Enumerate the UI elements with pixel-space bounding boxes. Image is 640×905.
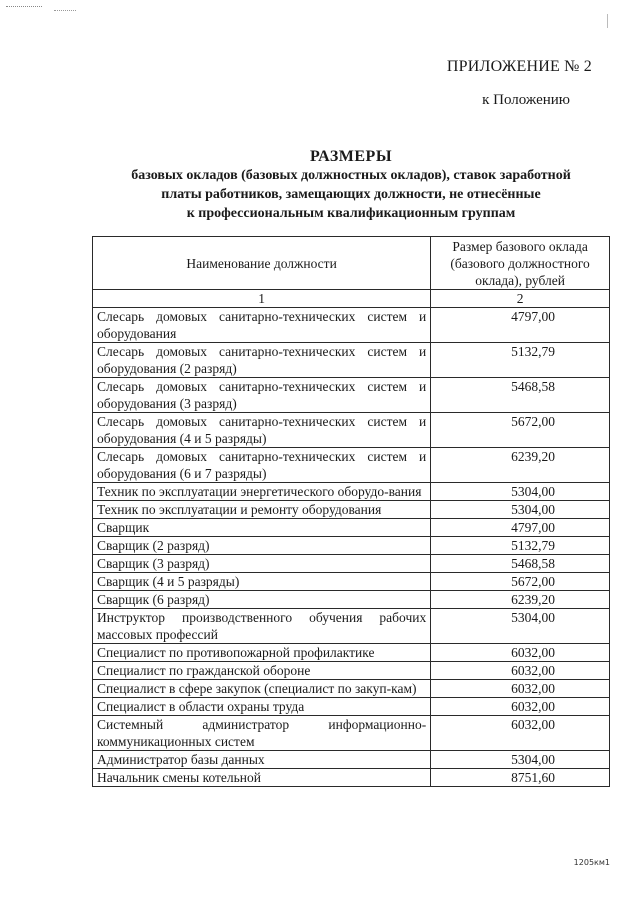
salary-value: 5304,00 <box>431 501 610 519</box>
salary-value: 5304,00 <box>431 609 610 644</box>
table-row <box>93 519 610 537</box>
column-number-row <box>93 290 610 308</box>
position-name: Сварщик (6 разряд) <box>93 591 431 609</box>
subtitle-line: платы работников, замещающих должности, не отнесённые <box>161 187 541 202</box>
table-row <box>93 769 610 787</box>
salary-value: 5468,58 <box>431 555 610 573</box>
salary-value: 6032,00 <box>431 644 610 662</box>
subtitle-line: к профессиональным квалификационным группам <box>186 206 516 221</box>
table-header-row <box>93 237 610 290</box>
salary-value: 4797,00 <box>431 308 610 343</box>
table-row <box>93 751 610 769</box>
table-row <box>93 483 610 501</box>
position-name: Слесарь домовых санитарно-технических систем и оборудования (4 и 5 разряды) <box>93 413 431 448</box>
salary-value: 6032,00 <box>431 662 610 680</box>
salary-value: 6032,00 <box>431 716 610 751</box>
salary-value: 5468,58 <box>431 378 610 413</box>
table-row <box>93 644 610 662</box>
position-name: Техник по эксплуатации энергетического оборудо-вания <box>93 483 431 501</box>
table-row <box>93 343 610 378</box>
salary-value: 5132,79 <box>431 343 610 378</box>
salary-value: 5672,00 <box>431 573 610 591</box>
position-name: Слесарь домовых санитарно-технических систем и оборудования (3 разряд) <box>93 378 431 413</box>
header-salary-size: Размер базового оклада (базового должностного оклада), рублей <box>431 237 610 290</box>
table-row <box>93 698 610 716</box>
salary-value: 5672,00 <box>431 413 610 448</box>
appendix-number: ПРИЛОЖЕНИЕ № 2 <box>446 58 592 75</box>
position-name: Слесарь домовых санитарно-технических систем и оборудования <box>93 308 431 343</box>
position-name: Сварщик (4 и 5 разряды) <box>93 573 431 591</box>
position-name: Специалист по гражданской обороне <box>93 662 431 680</box>
table-row <box>93 501 610 519</box>
column-number: 1 <box>93 290 431 308</box>
position-name: Сварщик (3 разряд) <box>93 555 431 573</box>
scan-mark <box>54 10 76 11</box>
salary-value: 6032,00 <box>431 698 610 716</box>
table-row <box>93 448 610 483</box>
table-row <box>93 680 610 698</box>
subtitle-line: базовых окладов (базовых должностных окладов), ставок заработной <box>131 168 571 183</box>
salary-value: 6032,00 <box>431 680 610 698</box>
salary-value: 5304,00 <box>431 483 610 501</box>
table-row <box>93 662 610 680</box>
table-row <box>93 308 610 343</box>
document-title: РАЗМЕРЫ <box>309 148 393 165</box>
position-name: Специалист в области охраны труда <box>93 698 431 716</box>
table-row <box>93 591 610 609</box>
position-name: Специалист в сфере закупок (специалист по закуп-кам) <box>93 680 431 698</box>
table-row <box>93 573 610 591</box>
table-row <box>93 537 610 555</box>
scan-mark <box>6 6 42 7</box>
salary-value: 5304,00 <box>431 751 610 769</box>
position-name: Системный администратор информационно-коммуникационных систем <box>93 716 431 751</box>
document-subtitle <box>0 166 640 223</box>
position-name: Администратор базы данных <box>93 751 431 769</box>
position-name: Сварщик <box>93 519 431 537</box>
footer-code: 1205км1 <box>573 858 610 867</box>
table-row <box>93 555 610 573</box>
table-row <box>93 378 610 413</box>
salary-value: 6239,20 <box>431 448 610 483</box>
position-name: Сварщик (2 разряд) <box>93 537 431 555</box>
table-row <box>93 413 610 448</box>
salary-value: 6239,20 <box>431 591 610 609</box>
table-row <box>93 716 610 751</box>
header-position-name: Наименование должности <box>93 237 431 290</box>
salary-value: 5132,79 <box>431 537 610 555</box>
position-name: Слесарь домовых санитарно-технических систем и оборудования (2 разряд) <box>93 343 431 378</box>
position-name: Техник по эксплуатации и ремонту оборудования <box>93 501 431 519</box>
position-name: Начальник смены котельной <box>93 769 431 787</box>
table-row <box>93 609 610 644</box>
scan-mark <box>607 14 608 28</box>
position-name: Специалист по противопожарной профилактике <box>93 644 431 662</box>
salary-value: 8751,60 <box>431 769 610 787</box>
salary-value: 4797,00 <box>431 519 610 537</box>
position-name: Инструктор производственного обучения рабочих массовых профессий <box>93 609 431 644</box>
regulation-reference: к Положению <box>482 92 570 108</box>
column-number: 2 <box>431 290 610 308</box>
position-name: Слесарь домовых санитарно-технических систем и оборудования (6 и 7 разряды) <box>93 448 431 483</box>
salary-table <box>92 236 610 787</box>
